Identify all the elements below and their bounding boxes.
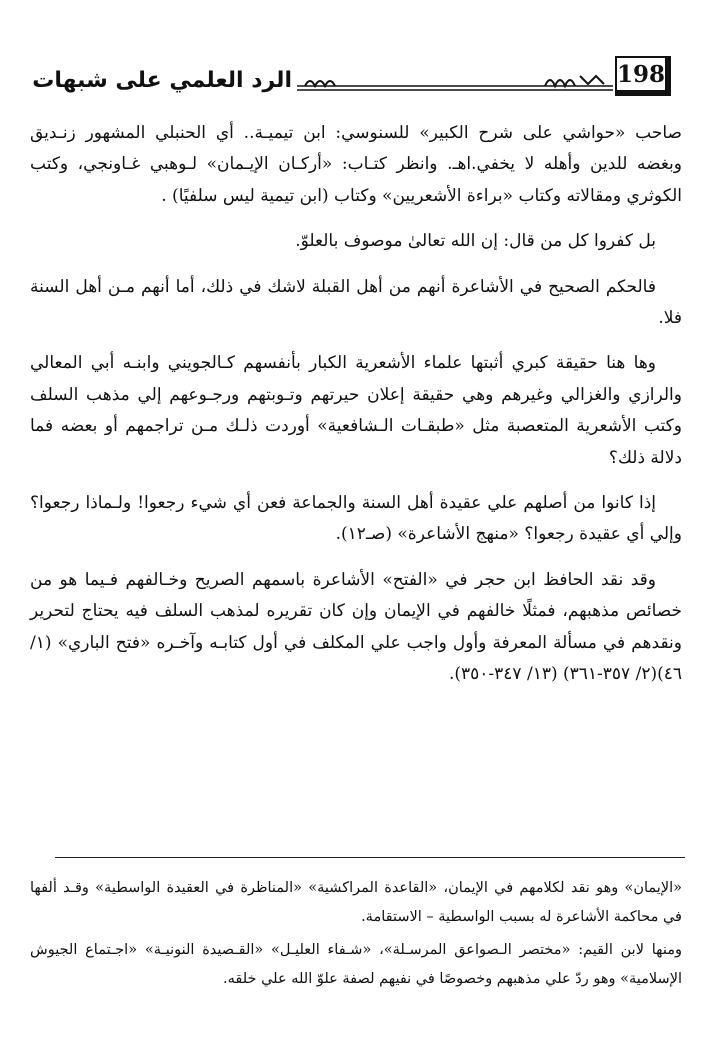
paragraph: وها هنا حقيقة كبري أثبتها علماء الأشعرية الكبار بأنفسهم كـالجويني وابنـه أبي المعالي والرازي والغزالي وغيرهم وهي حقيقة إعلان حيرتهم وتـوبتهم ورجـوعهم إلي مذهب السلف وكتب الأشعرية المتعصبة مثل «طبقـات الـشافعية» أوردت ذلـك مـن تراجمهم أو بعضه فما دلالة ذلك؟ [30,353,682,468]
footnote: ومنها لابن القيم: «مختصر الـصواعق المرسـلة»، «شـفاء العليـل» «القـصيدة النونيـة» «اجـتماع الجيوش الإسلامية» وهو ردّ علي مذهبهم وخصوصًا في نفيهم لصفة علوّ الله علي خلقه. [30,942,682,987]
paragraph: صاحب «حواشي على شرح الكبير» للسنوسي: ابن تيميـة.. أي الحنبلي المشهور زنـديق وبغضه للدين وأهله لا يخفي.اهـ. وانظر كتـاب: «أركـان الإيـمان» لـوهبي غـاونجي، وكتب الكوثري ومقالاته وكتاب «براءة الأشعريين» وكتاب (ابن تيمية ليس سلفيًا) . [30,123,682,206]
book-title: الرد العلمي على شبهات [32,68,292,93]
footnote-divider [55,857,685,858]
paragraph: بل كفروا كل من قال: إن الله تعالىٰ موصوف بالعلوّ. [295,231,656,252]
paragraph: وقد نقد الحافظ ابن حجر في «الفتح» الأشاعرة باسمهم الصريح وخـالفهم فـيما هو من خصائص مذهبهم، فمثلًا خالفهم في الإيمان وإن كان تقريره لمذهب السلف فيه يحتاج لتحرير ونقدهم في مسألة المعرفة وأول واجب علي المكلف في أول كتابـه وآخـره «فتح الباري» (١/ ٤٦)(٢/ ٣٥٧-٣٦١) (١٣/ ٣٤٧-٣٥٠). [30,569,682,685]
paragraph: إذا كانوا من أصلهم علي عقيدة أهل السنة والجماعة فعن أي شيء رجعوا! ولـماذا رجعوا؟ وإلي أي عقيدة رجعوا؟ «منهج الأشاعرة» (صـ١٢). [30,493,682,545]
page-header [0,48,722,110]
page-number: 198 [615,56,671,96]
paragraph: فالحكم الصحيح في الأشاعرة أنهم من أهل القبلة لاشك في ذلك، أما أنهم مـن أهل السنة فلا. [30,276,682,329]
footnote: «الإيمان» وهو نقد لكلامهم في الإيمان، «القاعدة المراكشية» «المناظرة في العقيدة الواسطية» وقـد ألفها في محاكمة الأشاعرة له بسبب الواسطية – الاستقامة. [30,880,682,925]
main-text [30,118,682,705]
ornament-line [295,62,613,96]
footnotes [30,874,682,998]
